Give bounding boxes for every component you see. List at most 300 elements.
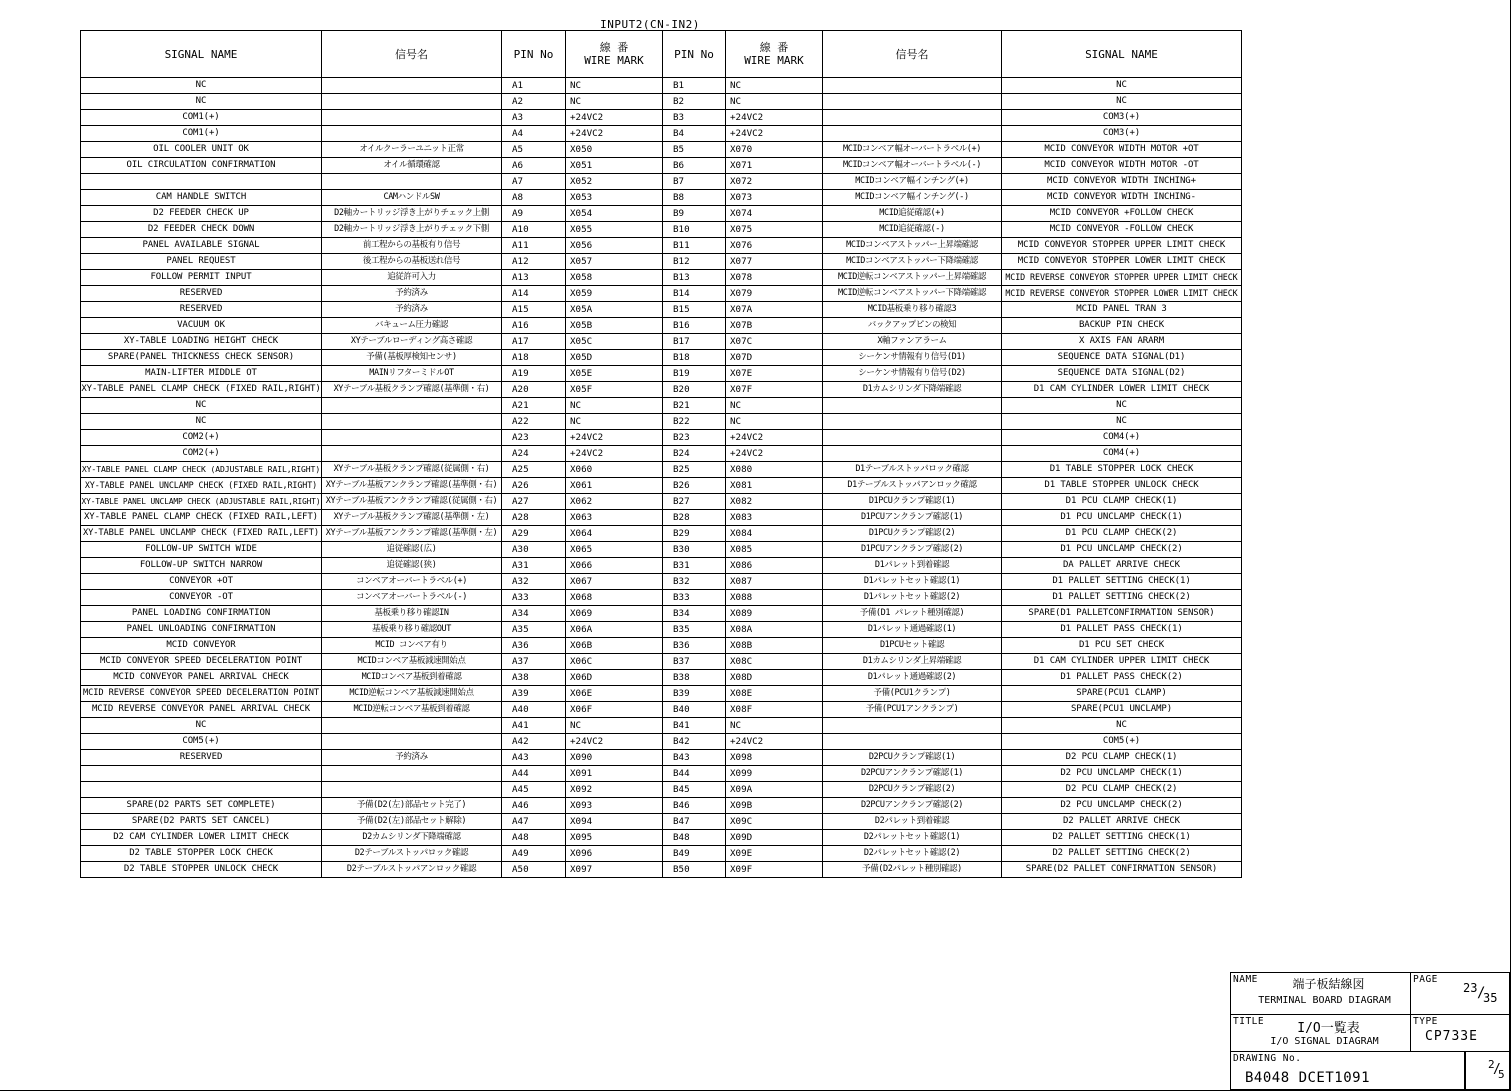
pin-b: B32 [663, 574, 726, 590]
jp-name-b: D2PCUアンクランプ確認(1) [823, 766, 1002, 782]
wire-a: X094 [566, 814, 663, 830]
pin-b: B49 [663, 846, 726, 862]
signal-name-b: D1 PALLET PASS CHECK(2) [1002, 670, 1242, 686]
wire-a: X05D [566, 350, 663, 366]
signal-name-a: PANEL AVAILABLE SIGNAL [81, 238, 322, 254]
wire-a: X059 [566, 286, 663, 302]
table-row [81, 414, 1242, 430]
jp-name-b [823, 718, 1002, 734]
wire-a: X092 [566, 782, 663, 798]
pin-a: A20 [502, 382, 566, 398]
table-row [81, 574, 1242, 590]
signal-name-a [81, 174, 322, 190]
wire-b: X08C [726, 654, 823, 670]
signal-name-a: FOLLOW-UP SWITCH WIDE [81, 542, 322, 558]
pin-b: B30 [663, 542, 726, 558]
wire-b: X082 [726, 494, 823, 510]
signal-name-a: PANEL UNLOADING CONFIRMATION [81, 622, 322, 638]
signal-name-b: MCID CONVEYOR +FOLLOW CHECK [1002, 206, 1242, 222]
jp-name-a: 予備(基板厚検知センサ) [322, 350, 502, 366]
pin-a: A26 [502, 478, 566, 494]
signal-name-b: SPARE(PCU1 CLAMP) [1002, 686, 1242, 702]
pin-b: B25 [663, 462, 726, 478]
pin-b: B26 [663, 478, 726, 494]
jp-name-b: D1PCUセット確認 [823, 638, 1002, 654]
wire-a: NC [566, 718, 663, 734]
table-row [81, 542, 1242, 558]
signal-name-a: XY-TABLE PANEL UNCLAMP CHECK (FIXED RAIL,LEFT) [81, 526, 322, 542]
table-row [81, 478, 1242, 494]
jp-name-b [823, 430, 1002, 446]
wire-a: X065 [566, 542, 663, 558]
signal-name-a: COM2(+) [81, 446, 322, 462]
wire-a: X093 [566, 798, 663, 814]
table-row [81, 590, 1242, 606]
jp-name-a: 予備(D2(左)部品セット完了) [322, 798, 502, 814]
pin-b: B31 [663, 558, 726, 574]
pin-b: B39 [663, 686, 726, 702]
jp-name-a: 基板乗り移り確認OUT [322, 622, 502, 638]
sheet-number: 2 [1488, 1058, 1495, 1071]
pin-b: B14 [663, 286, 726, 302]
wire-b: X079 [726, 286, 823, 302]
table-row [81, 302, 1242, 318]
wire-a: X090 [566, 750, 663, 766]
signal-name-a: PANEL REQUEST [81, 254, 322, 270]
jp-name-a: XYテーブル基板クランプ確認(基準側・右) [322, 382, 502, 398]
wire-a: X05B [566, 318, 663, 334]
title-jp: I/O一覧表 [1297, 1021, 1360, 1036]
pin-b: B3 [663, 110, 726, 126]
jp-name-a [322, 414, 502, 430]
signal-name-a: D2 CAM CYLINDER LOWER LIMIT CHECK [81, 830, 322, 846]
pin-b: B18 [663, 350, 726, 366]
jp-name-b: D2パレットセット確認(2) [823, 846, 1002, 862]
wire-b: X07D [726, 350, 823, 366]
table-row [81, 846, 1242, 862]
table-row [81, 766, 1242, 782]
page-number: 23 [1463, 981, 1478, 995]
signal-name-a: CAM HANDLE SWITCH [81, 190, 322, 206]
pin-b: B24 [663, 446, 726, 462]
jp-name-b: D1パレットセット確認(1) [823, 574, 1002, 590]
signal-name-b: D1 PALLET PASS CHECK(1) [1002, 622, 1242, 638]
pin-a: A38 [502, 670, 566, 686]
wire-b: X070 [726, 142, 823, 158]
table-row [81, 126, 1242, 142]
wire-a: X060 [566, 462, 663, 478]
jp-name-b [823, 110, 1002, 126]
signal-name-a: XY-TABLE PANEL CLAMP CHECK (ADJUSTABLE RAIL,RIGHT) [81, 462, 322, 478]
signal-name-b: BACKUP PIN CHECK [1002, 318, 1242, 334]
pin-b: B23 [663, 430, 726, 446]
pin-a: A49 [502, 846, 566, 862]
signal-name-b: D1 TABLE STOPPER LOCK CHECK [1002, 462, 1242, 478]
pin-a: A16 [502, 318, 566, 334]
jp-name-b: D1PCUクランプ確認(2) [823, 526, 1002, 542]
signal-name-b: D1 TABLE STOPPER UNLOCK CHECK [1002, 478, 1242, 494]
wire-b: X07A [726, 302, 823, 318]
wire-b: X08B [726, 638, 823, 654]
pin-a: A46 [502, 798, 566, 814]
table-row [81, 254, 1242, 270]
signal-name-a: COM1(+) [81, 110, 322, 126]
jp-name-b [823, 734, 1002, 750]
wire-a: X062 [566, 494, 663, 510]
pin-a: A17 [502, 334, 566, 350]
wire-a: X051 [566, 158, 663, 174]
pin-b: B5 [663, 142, 726, 158]
wire-b: X098 [726, 750, 823, 766]
jp-name-a: 追従確認(狭) [322, 558, 502, 574]
pin-a: A6 [502, 158, 566, 174]
jp-name-b: MCID追従確認(-) [823, 222, 1002, 238]
signal-name-b: COM3(+) [1002, 126, 1242, 142]
jp-name-b: MCID逆転コンベアストッパー上昇端確認 [823, 270, 1002, 286]
pin-a: A4 [502, 126, 566, 142]
signal-name-a [81, 766, 322, 782]
signal-name-b: D1 CAM CYLINDER LOWER LIMIT CHECK [1002, 382, 1242, 398]
signal-name-b: COM4(+) [1002, 430, 1242, 446]
wire-b: X09D [726, 830, 823, 846]
table-row [81, 110, 1242, 126]
jp-name-b: D1パレット通過確認(2) [823, 670, 1002, 686]
signal-name-a: SPARE(PANEL THICKNESS CHECK SENSOR) [81, 350, 322, 366]
signal-name-a: RESERVED [81, 750, 322, 766]
wire-a: X069 [566, 606, 663, 622]
signal-name-a: MCID CONVEYOR SPEED DECELERATION POINT [81, 654, 322, 670]
jp-name-a: XYテーブル基板クランプ確認(基準側・左) [322, 510, 502, 526]
jp-name-a [322, 766, 502, 782]
pin-b: B47 [663, 814, 726, 830]
signal-name-a: RESERVED [81, 286, 322, 302]
pin-a: A30 [502, 542, 566, 558]
pin-a: A35 [502, 622, 566, 638]
jp-name-a: MCID逆転コンベア基板到着確認 [322, 702, 502, 718]
signal-name-a: MCID REVERSE CONVEYOR PANEL ARRIVAL CHECK [81, 702, 322, 718]
signal-table [80, 30, 1242, 878]
jp-name-a: XYテーブルローディング高さ確認 [322, 334, 502, 350]
jp-name-b [823, 446, 1002, 462]
wire-a: NC [566, 398, 663, 414]
wire-b: X073 [726, 190, 823, 206]
wire-a: X05E [566, 366, 663, 382]
pin-a: A15 [502, 302, 566, 318]
title-block [1230, 972, 1510, 1090]
jp-name-a [322, 174, 502, 190]
pin-a: A47 [502, 814, 566, 830]
wire-a: X055 [566, 222, 663, 238]
pin-b: B34 [663, 606, 726, 622]
jp-name-b: MCIDコンベア幅インチング(-) [823, 190, 1002, 206]
table-row [81, 638, 1242, 654]
jp-name-b: 予備(D1 パレット種別確認) [823, 606, 1002, 622]
jp-name-a: MAINリフターミドルOT [322, 366, 502, 382]
wire-a: X05F [566, 382, 663, 398]
signal-name-b: D2 PALLET ARRIVE CHECK [1002, 814, 1242, 830]
wire-b: X08A [726, 622, 823, 638]
table-row [81, 654, 1242, 670]
jp-name-a: コンベアオーバートラベル(-) [322, 590, 502, 606]
header-wire-jp: 線 番 [599, 41, 629, 54]
pin-a: A9 [502, 206, 566, 222]
wire-a: +24VC2 [566, 430, 663, 446]
wire-a: X063 [566, 510, 663, 526]
jp-name-a [322, 94, 502, 110]
signal-name-a: OIL CIRCULATION CONFIRMATION [81, 158, 322, 174]
wire-b: X072 [726, 174, 823, 190]
jp-name-b: D1パレット通過確認(1) [823, 622, 1002, 638]
pin-a: A39 [502, 686, 566, 702]
table-row [81, 142, 1242, 158]
pin-b: B22 [663, 414, 726, 430]
jp-name-b [823, 398, 1002, 414]
pin-b: B46 [663, 798, 726, 814]
pin-b: B7 [663, 174, 726, 190]
pin-b: B10 [663, 222, 726, 238]
jp-name-b: シーケンサ情報有り信号(D2) [823, 366, 1002, 382]
wire-b: X088 [726, 590, 823, 606]
signal-name-b: D1 PCU UNCLAMP CHECK(2) [1002, 542, 1242, 558]
jp-name-b: D1PCUクランプ確認(1) [823, 494, 1002, 510]
pin-a: A45 [502, 782, 566, 798]
pin-b: B48 [663, 830, 726, 846]
name-jp: 端子板結線図 [1292, 977, 1365, 991]
header-wire-en: WIRE MARK [744, 54, 804, 67]
signal-name-b: D1 CAM CYLINDER UPPER LIMIT CHECK [1002, 654, 1242, 670]
header-signal-name-a: SIGNAL NAME [81, 31, 322, 78]
pin-a: A36 [502, 638, 566, 654]
signal-name-b: COM4(+) [1002, 446, 1242, 462]
table-title: INPUT2(CN-IN2) [600, 18, 700, 31]
signal-name-a: NC [81, 414, 322, 430]
pin-b: B17 [663, 334, 726, 350]
pin-b: B36 [663, 638, 726, 654]
wire-a: X057 [566, 254, 663, 270]
jp-name-b: 予備(D2パレット種別確認) [823, 862, 1002, 878]
wire-a: X091 [566, 766, 663, 782]
jp-name-b: MCIDコンベア幅オーバートラベル(-) [823, 158, 1002, 174]
signal-name-a: CONVEYOR -OT [81, 590, 322, 606]
pin-a: A50 [502, 862, 566, 878]
wire-a: X052 [566, 174, 663, 190]
wire-b: X09C [726, 814, 823, 830]
jp-name-a: バキューム圧力確認 [322, 318, 502, 334]
signal-name-a: D2 TABLE STOPPER UNLOCK CHECK [81, 862, 322, 878]
jp-name-a: XYテーブル基板クランプ確認(従属側・右) [322, 462, 502, 478]
signal-name-a: OIL COOLER UNIT OK [81, 142, 322, 158]
pin-a: A11 [502, 238, 566, 254]
drawing-cell-extension [1410, 1051, 1466, 1090]
table-header-row [81, 31, 1242, 78]
signal-name-a: XY-TABLE PANEL CLAMP CHECK (FIXED RAIL,LEFT) [81, 510, 322, 526]
jp-name-a: 後工程からの基板送れ信号 [322, 254, 502, 270]
signal-name-a: COM2(+) [81, 430, 322, 446]
wire-b: X08F [726, 702, 823, 718]
wire-b: NC [726, 414, 823, 430]
wire-b: NC [726, 78, 823, 94]
wire-b: X07C [726, 334, 823, 350]
wire-a: X058 [566, 270, 663, 286]
signal-name-b: MCID CONVEYOR STOPPER LOWER LIMIT CHECK [1002, 254, 1242, 270]
signal-name-b: MCID REVERSE CONVEYOR STOPPER LOWER LIMIT CHECK [1002, 286, 1242, 302]
signal-name-b: MCID CONVEYOR WIDTH INCHING- [1002, 190, 1242, 206]
jp-name-b: D2パレットセット確認(1) [823, 830, 1002, 846]
table-row [81, 430, 1242, 446]
jp-name-a: コンベアオーバートラベル(+) [322, 574, 502, 590]
jp-name-a: D2軸カートリッジ浮き上がりチェック上側 [322, 206, 502, 222]
pin-b: B16 [663, 318, 726, 334]
jp-name-b: D1カムシリンダ下降端確認 [823, 382, 1002, 398]
pin-b: B44 [663, 766, 726, 782]
pin-b: B40 [663, 702, 726, 718]
jp-name-a: MCIDコンベア基板到着確認 [322, 670, 502, 686]
signal-name-a: SPARE(D2 PARTS SET CANCEL) [81, 814, 322, 830]
table-row [81, 286, 1242, 302]
jp-name-a [322, 78, 502, 94]
jp-name-b: MCID追従確認(+) [823, 206, 1002, 222]
jp-name-a: 予約済み [322, 750, 502, 766]
table-row [81, 526, 1242, 542]
jp-name-b: D1パレット到着確認 [823, 558, 1002, 574]
pin-a: A33 [502, 590, 566, 606]
wire-b: +24VC2 [726, 430, 823, 446]
signal-name-b: SEQUENCE DATA SIGNAL(D2) [1002, 366, 1242, 382]
signal-name-a: SPARE(D2 PARTS SET COMPLETE) [81, 798, 322, 814]
jp-name-a: オイルクーラーユニット正常 [322, 142, 502, 158]
pin-b: B43 [663, 750, 726, 766]
jp-name-a [322, 782, 502, 798]
pin-b: B4 [663, 126, 726, 142]
pin-b: B2 [663, 94, 726, 110]
signal-name-a: RESERVED [81, 302, 322, 318]
signal-name-b: SPARE(PCU1 UNCLAMP) [1002, 702, 1242, 718]
wire-a: +24VC2 [566, 126, 663, 142]
signal-name-a: MAIN-LIFTER MIDDLE OT [81, 366, 322, 382]
signal-name-a: FOLLOW PERMIT INPUT [81, 270, 322, 286]
pin-b: B37 [663, 654, 726, 670]
page-slash: / [1477, 985, 1486, 1001]
signal-name-b: COM3(+) [1002, 110, 1242, 126]
wire-b: X086 [726, 558, 823, 574]
page-total: 35 [1483, 991, 1498, 1005]
jp-name-b: D1テーブルストッパロック確認 [823, 462, 1002, 478]
type-label: TYPE [1413, 1016, 1438, 1027]
pin-a: A19 [502, 366, 566, 382]
wire-b: X09E [726, 846, 823, 862]
jp-name-a [322, 398, 502, 414]
jp-name-b [823, 126, 1002, 142]
wire-b: X09B [726, 798, 823, 814]
jp-name-b: D1PCUアンクランプ確認(1) [823, 510, 1002, 526]
signal-name-b: DA PALLET ARRIVE CHECK [1002, 558, 1242, 574]
jp-name-a: 予約済み [322, 302, 502, 318]
pin-b: B12 [663, 254, 726, 270]
header-wire-en: WIRE MARK [584, 54, 644, 67]
title-label: TITLE [1233, 1016, 1265, 1027]
signal-name-a: FOLLOW-UP SWITCH NARROW [81, 558, 322, 574]
signal-name-b: MCID CONVEYOR STOPPER UPPER LIMIT CHECK [1002, 238, 1242, 254]
table-row [81, 222, 1242, 238]
table-row [81, 382, 1242, 398]
jp-name-a: XYテーブル基板アンクランプ確認(基準側・左) [322, 526, 502, 542]
pin-a: A25 [502, 462, 566, 478]
pin-a: A3 [502, 110, 566, 126]
wire-b: X081 [726, 478, 823, 494]
table-row [81, 494, 1242, 510]
pin-b: B21 [663, 398, 726, 414]
pin-a: A44 [502, 766, 566, 782]
jp-name-a [322, 126, 502, 142]
table-row [81, 718, 1242, 734]
wire-a: +24VC2 [566, 446, 663, 462]
signal-name-b: D2 PCU CLAMP CHECK(1) [1002, 750, 1242, 766]
wire-a: X056 [566, 238, 663, 254]
sheet-cell [1465, 1051, 1510, 1090]
jp-name-b: D1パレットセット確認(2) [823, 590, 1002, 606]
jp-name-a [322, 430, 502, 446]
jp-name-b: D1テーブルストッパアンロック確認 [823, 478, 1002, 494]
signal-name-b: MCID REVERSE CONVEYOR STOPPER UPPER LIMIT CHECK [1002, 270, 1242, 286]
pin-b: B15 [663, 302, 726, 318]
pin-a: A32 [502, 574, 566, 590]
jp-name-b: MCIDコンベア幅インチング(+) [823, 174, 1002, 190]
table-row [81, 350, 1242, 366]
wire-b: X099 [726, 766, 823, 782]
wire-a: X066 [566, 558, 663, 574]
table-row [81, 558, 1242, 574]
wire-b: NC [726, 398, 823, 414]
jp-name-b: X軸ファンアラーム [823, 334, 1002, 350]
signal-name-b: D2 PCU UNCLAMP CHECK(1) [1002, 766, 1242, 782]
header-wire-jp: 線 番 [759, 41, 789, 54]
name-label: NAME [1233, 974, 1258, 985]
table-row [81, 830, 1242, 846]
signal-name-a: NC [81, 718, 322, 734]
signal-name-a: VACUUM OK [81, 318, 322, 334]
jp-name-b: MCID基板乗り移り確認3 [823, 302, 1002, 318]
wire-b: X084 [726, 526, 823, 542]
signal-name-a: D2 TABLE STOPPER LOCK CHECK [81, 846, 322, 862]
pin-b: B27 [663, 494, 726, 510]
pin-a: A21 [502, 398, 566, 414]
wire-b: X07B [726, 318, 823, 334]
pin-a: A37 [502, 654, 566, 670]
jp-name-b: 予備(PCU1アンクランプ) [823, 702, 1002, 718]
jp-name-a: D2カムシリンダ下降端確認 [322, 830, 502, 846]
signal-name-b: D1 PCU CLAMP CHECK(2) [1002, 526, 1242, 542]
jp-name-a: 追従許可入力 [322, 270, 502, 286]
sheet-slash: / [1493, 1062, 1501, 1077]
wire-a: NC [566, 78, 663, 94]
wire-a: X054 [566, 206, 663, 222]
jp-name-a: XYテーブル基板アンクランプ確認(基準側・右) [322, 478, 502, 494]
wire-b: +24VC2 [726, 734, 823, 750]
type-value: CP733E [1425, 1029, 1478, 1044]
pin-a: A40 [502, 702, 566, 718]
jp-name-b: D2パレット到着確認 [823, 814, 1002, 830]
table-row [81, 334, 1242, 350]
signal-name-b: SPARE(D2 PALLET CONFIRMATION SENSOR) [1002, 862, 1242, 878]
wire-b: X089 [726, 606, 823, 622]
table-row [81, 238, 1242, 254]
wire-b: +24VC2 [726, 110, 823, 126]
signal-name-a: NC [81, 398, 322, 414]
pin-b: B29 [663, 526, 726, 542]
wire-a: X06E [566, 686, 663, 702]
signal-name-b: D2 PCU UNCLAMP CHECK(2) [1002, 798, 1242, 814]
signal-name-a: PANEL LOADING CONFIRMATION [81, 606, 322, 622]
